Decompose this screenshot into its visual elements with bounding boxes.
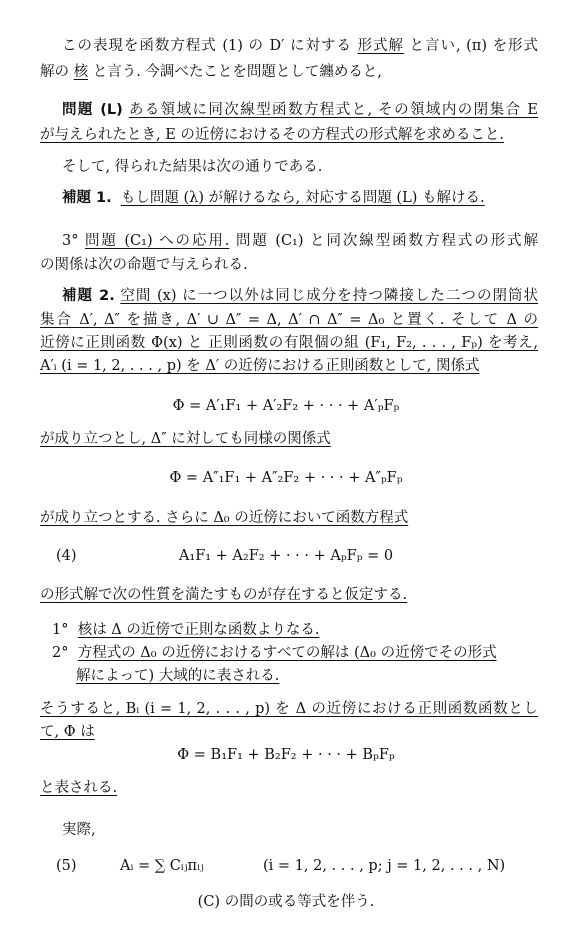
proof-last-line: (C) の間の或る等式を伴う. [197,894,375,910]
lemma1 [62,188,485,208]
lemma2-label: 補題 2. [62,288,115,304]
lemma2-text1: 空間 (x) に一つ以外は同じ成分を持つ隣接した二つの閉筒状 [120,288,538,304]
lemma2-line3: 近傍に正則函数 Φ(x) と 正則函数の有限個の組 (F₁, F₂, . . . , Fₚ) を考え, [40,335,538,351]
lemma2-line9: て, Φ は [40,724,95,740]
condition-2-line2: 解によって) 大域的に表される. [76,668,280,684]
lemma2-line2: 集合 Δ′, Δ″ を描き, Δ′ ∪ Δ″ = Δ, Δ′ ∩ Δ″ = Δ₀ と置く. そして Δ の [40,312,538,328]
lemma1-label: 補題 1. [62,190,112,206]
equation-2: Φ = A″₁F₁ + A″₂F₂ + · · · + A″ₚFₚ [169,470,403,486]
lemma2-line1 [62,286,538,306]
equation-4-num: (4) [56,548,77,564]
lemma1-text: もし問題 (λ) が解けるなら, 対応する問題 (L) も解ける. [120,190,485,206]
lemma2-line7: の形式解で次の性質を満たすものが存在すると仮定する. [40,587,408,603]
sec3-line2: の関係は次の命題で与えられる. [40,257,248,273]
lemma2-line8: そうすると, Bᵢ (i = 1, 2, . . . , p) を Δ の近傍における正則函数函数とし [40,701,538,717]
p1-line1-text: この表現を函数方程式 (1) の D′ に対する [62,38,352,54]
condition-2 [52,643,497,663]
proof-label: 実際, [62,822,96,838]
equation-1: Φ = A′₁F₁ + A′₂F₂ + · · · + A′ₚFₚ [172,398,400,414]
equation-5-range: (i = 1, 2, . . . , p; j = 1, 2, . . . , N) [263,858,506,874]
p1-line2 [40,62,382,82]
condition-1-text: 核は Δ の近傍で正則な函数よりなる. [77,622,320,638]
term-formal-solution: 形式解 [357,38,404,54]
sec3-line1 [62,231,538,251]
p1-line2-a: 解の [40,64,69,80]
sec3-title: 問題 (C₁) への応用. [85,233,230,249]
problem-text1: ある領域に同次線型函数方程式と, その領域内の閉集合 E [128,102,539,118]
p1-line2-b: と言う. 今調べたことを問題として纏めると, [92,64,383,80]
problem-label: 問題 (L) [62,102,123,118]
condition-2-num: 2° [52,645,69,661]
term-kernel: 核 [73,64,89,80]
lemma2-line4: A′ᵢ (i = 1, 2, . . . , p) を Δ′ の近傍における正則函数として, 関係式 [40,358,480,374]
condition-1 [52,620,320,640]
sec3-num: 3° [62,233,79,249]
equation-5: Aᵢ = ∑ Cᵢⱼπᵢⱼ [120,858,204,874]
condition-1-num: 1° [52,622,69,638]
equation-3: Φ = B₁F₁ + B₂F₂ + · · · + BₚFₚ [177,747,395,763]
p1-line1-end: と言い, (π) を形式 [409,38,539,54]
sec3-line1-rest: 問題 (C₁) と同次線型函数方程式の形式解 [235,233,538,249]
problem-line2: が与えられたとき, E の近傍におけるその方程式の形式解を求めること. [40,127,505,143]
lemma2-line5: が成り立つとし, Δ″ に対しても同様の関係式 [40,431,331,447]
problem-line1 [62,100,538,120]
equation-5-num: (5) [56,858,77,874]
result-line: そして, 得られた結果は次の通りである. [62,159,323,175]
equation-4: A₁F₁ + A₂F₂ + · · · + AₚFₚ = 0 [178,548,394,564]
lemma2-line10: と表される. [40,780,118,796]
lemma2-line6: が成り立つとする. さらに Δ₀ の近傍において函数方程式 [40,510,409,526]
p1-line1 [62,36,538,56]
condition-2-text1: 方程式の Δ₀ の近傍におけるすべての解は (Δ₀ の近傍でその形式 [77,645,497,661]
